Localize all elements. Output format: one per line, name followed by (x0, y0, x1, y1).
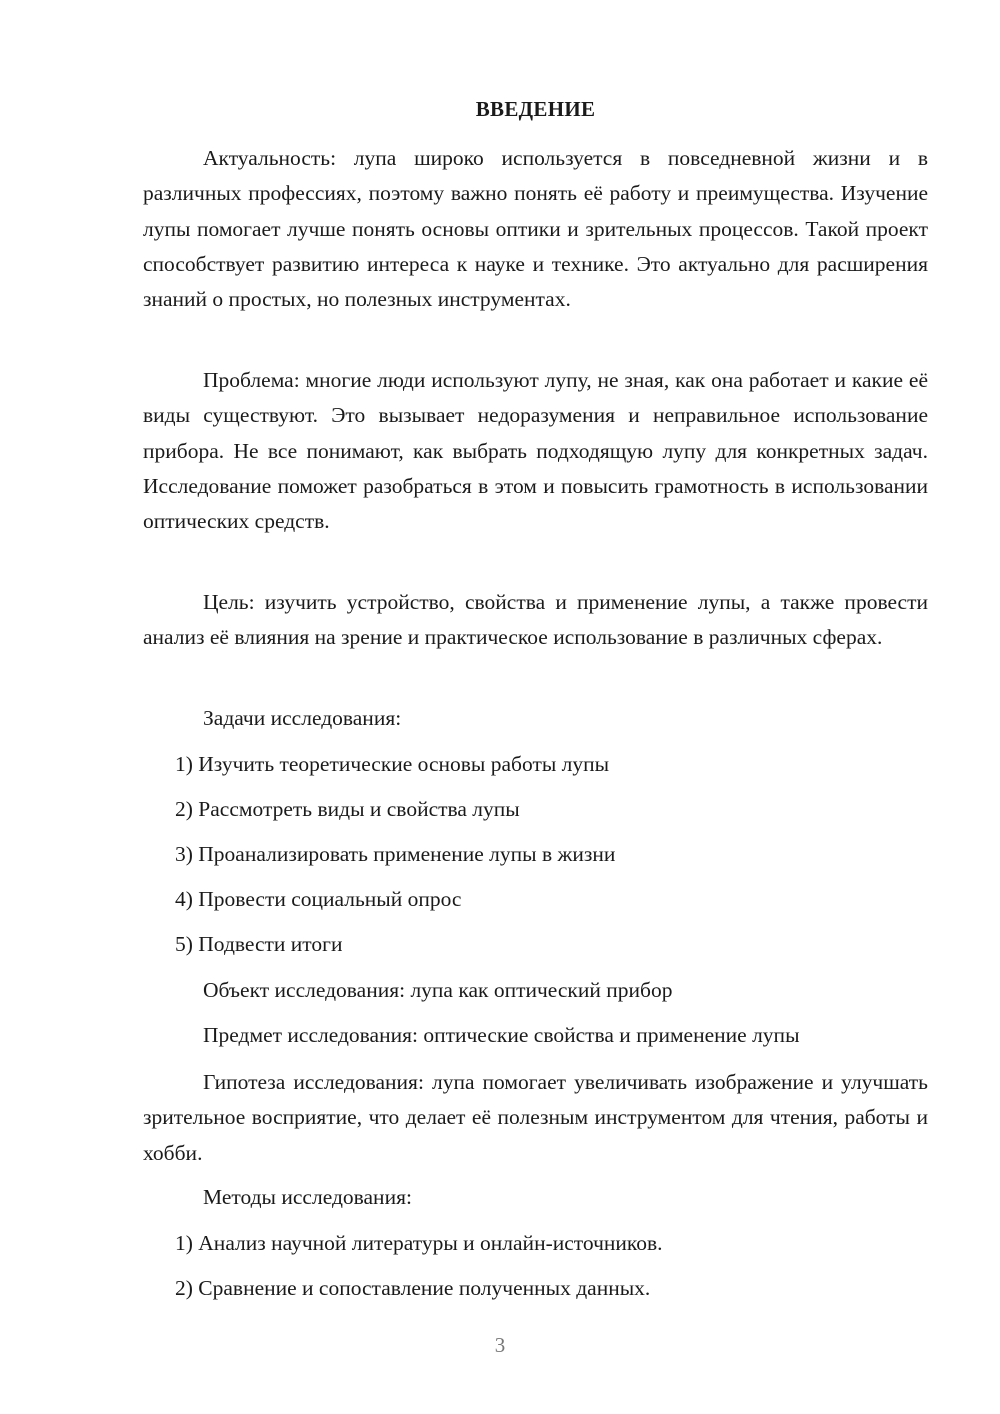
research-object: Объект исследования: лупа как оптический прибор (203, 978, 673, 1002)
hypothesis-paragraph: Гипотеза исследования: лупа помогает увеличивать изображение и улучшать зрительное восприятие, что делает её полезным инструментом для чтения, работы и хобби. (143, 1070, 928, 1165)
task-item: 1) Изучить теоретические основы работы лупы (175, 752, 610, 776)
goal-paragraph: Цель: изучить устройство, свойства и применение лупы, а также провести анализ её влияния на зрение и практическое использование в различных сферах. (143, 590, 928, 650)
methods-title: Методы исследования: (203, 1185, 412, 1209)
task-item: 4) Провести социальный опрос (175, 887, 462, 911)
task-item: 5) Подвести итоги (175, 932, 343, 956)
task-item: 3) Проанализировать применение лупы в жизни (175, 842, 616, 866)
research-subject: Предмет исследования: оптические свойства и применение лупы (203, 1023, 800, 1047)
section-heading: ВВЕДЕНИЕ (475, 97, 596, 121)
problem-paragraph: Проблема: многие люди используют лупу, не зная, как она работает и какие её виды существуют. Это вызывает недоразумения и неправильное использование прибора. Не все понимают, как выбрать подходящую лупу для конкретных задач. Исследование поможет разобраться в этом и повысить грамотность в использовании оптических средств. (143, 368, 928, 534)
page-number: 3 (494, 1333, 506, 1357)
relevance-paragraph: Актуальность: лупа широко используется в повседневной жизни и в различных профессиях, поэтому важно понять её работу и преимущества. Изучение лупы помогает лучше понять основы оптики и зрительных процессов. Такой проект способствует развитию интереса к науке и технике. Это актуально для расширения знаний о простых, но полезных инструментах. (143, 146, 928, 312)
tasks-title: Задачи исследования: (203, 706, 402, 730)
method-item: 2) Сравнение и сопоставление полученных данных. (175, 1276, 651, 1300)
method-item: 1) Анализ научной литературы и онлайн-источников. (175, 1231, 663, 1255)
task-item: 2) Рассмотреть виды и свойства лупы (175, 797, 520, 821)
